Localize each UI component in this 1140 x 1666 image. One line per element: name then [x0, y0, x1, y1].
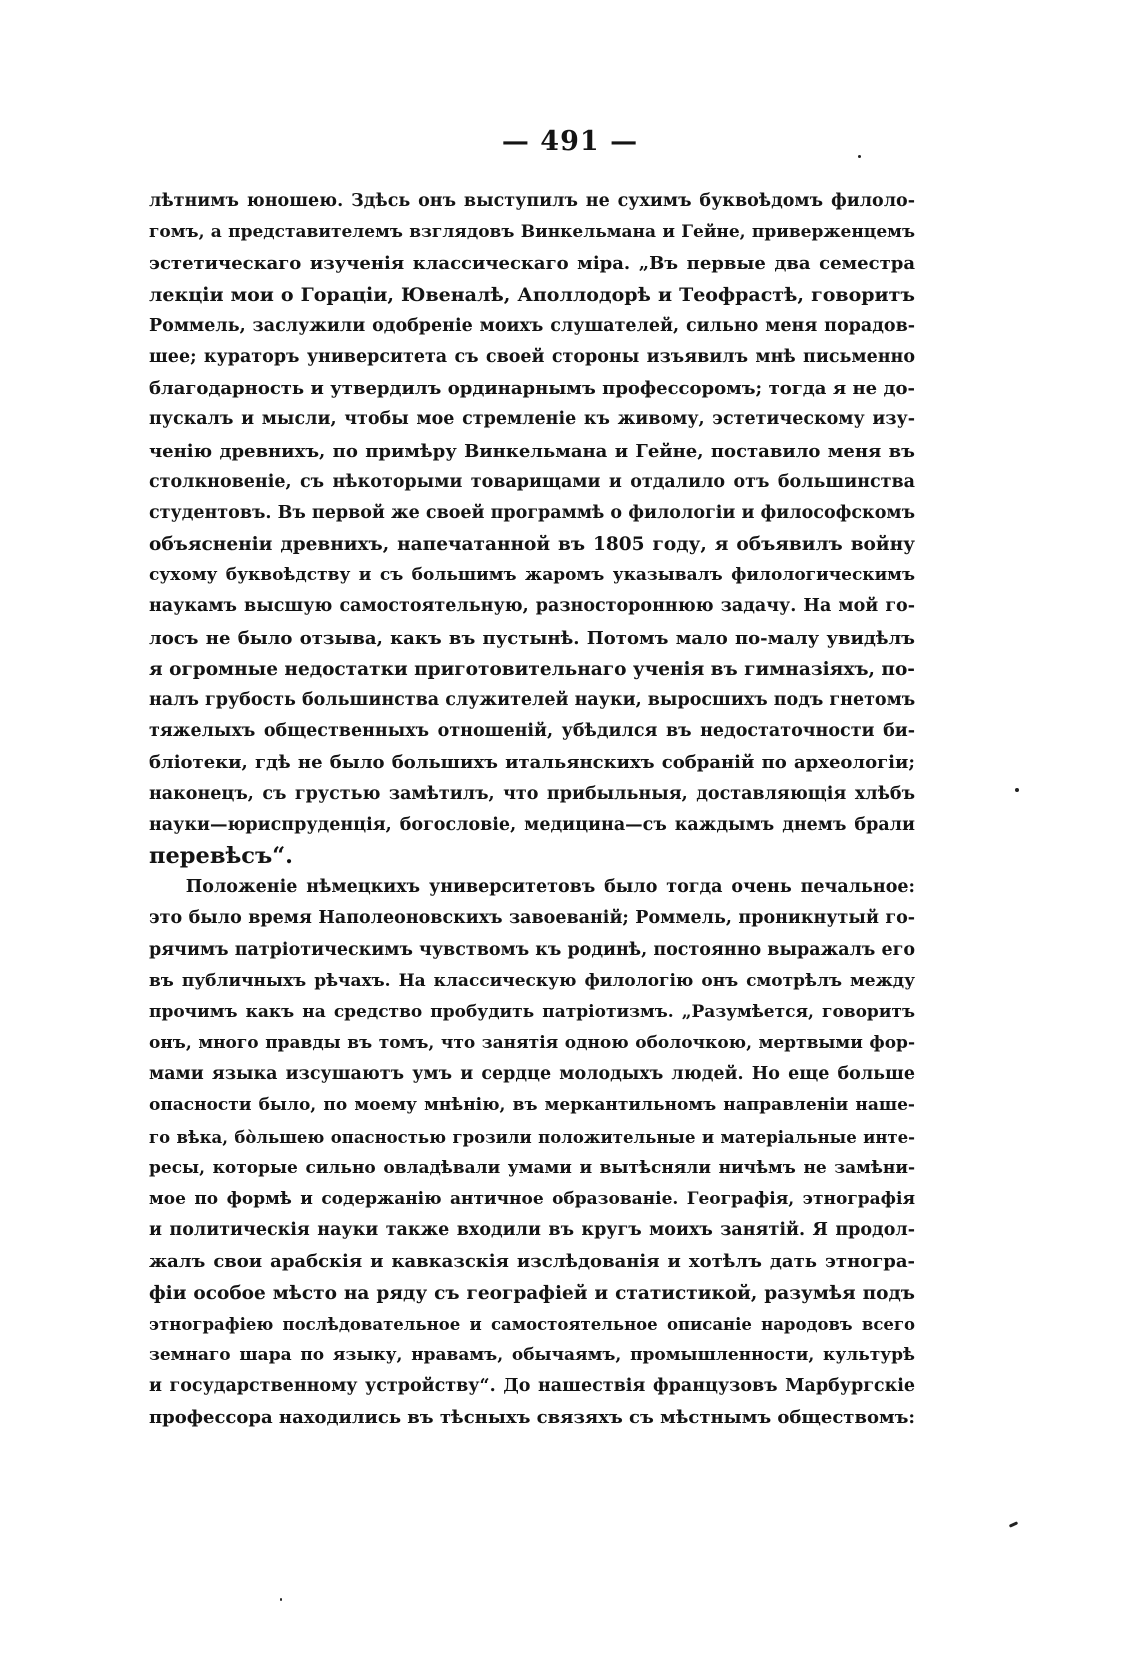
- text-line: студентовъ. Въ первой же своей программѣ о филологіи и философскомъ: [149, 502, 915, 523]
- scan-speck: [858, 155, 861, 158]
- text-line: столкновеніе, съ нѣкоторыми товарищами и отдалило отъ большинства: [149, 471, 915, 492]
- text-line: и политическія науки также входили въ кругъ моихъ занятій. Я продол-: [149, 1220, 915, 1241]
- text-line: шее; кураторъ университета съ своей стороны изъявилъ мнѣ письменно: [149, 346, 915, 367]
- text-line: я огромные недостатки приготовительнаго ученія въ гимназіяхъ, по-: [149, 658, 915, 680]
- text-line: рячимъ патріотическимъ чувствомъ къ родинѣ, постоянно выражалъ его: [149, 939, 915, 960]
- text-line: это было время Наполеоновскихъ завоеваній; Роммель, проникнутый го-: [149, 908, 915, 929]
- text-line: профессора находились въ тѣсныхъ связяхъ съ мѣстнымъ обществомъ:: [149, 1407, 915, 1429]
- text-line: перевѣсъ“.: [149, 842, 294, 869]
- text-line: и государственному устройству“. До нашествія французовъ Марбургскіе: [149, 1376, 915, 1397]
- text-line: тяжелыхъ общественныхъ отношеній, убѣдился въ недостаточности би-: [149, 721, 915, 742]
- text-line: эстетическаго изученія классическаго міра. „Въ первые два семестра: [149, 253, 915, 275]
- text-line: лекціи мои о Гораціи, Ювеналѣ, Аполлодорѣ и Теофрастѣ, говоритъ: [149, 283, 915, 306]
- scan-speck: [280, 1598, 282, 1601]
- text-line: земнаго шара по языку, нравамъ, обычаямъ, промышленности, культурѣ: [149, 1344, 915, 1365]
- text-line: опасности было, по моему мнѣнію, въ меркантильномъ направленіи нашe-: [149, 1095, 915, 1116]
- text-line: мое по формѣ и содержанію античное образованіе. Географія, этнографія: [149, 1189, 915, 1209]
- text-line: наконецъ, съ грустью замѣтилъ, что прибыльныя, доставляющія хлѣбъ: [149, 783, 915, 804]
- text-line: бліотеки, гдѣ не было большихъ итальянскихъ собраній по археологіи;: [149, 752, 915, 774]
- text-line: науки—юриспруденція, богословіе, медицина—съ каждымъ днемъ брали: [149, 814, 915, 835]
- scan-speck: [1009, 1521, 1018, 1528]
- text-line: объясненіи древнихъ, напечатанной въ 1805 году, я объявилъ войну: [149, 534, 915, 556]
- page-number: — 491 —: [501, 126, 639, 157]
- text-line: благодарность и утвердилъ ординарнымъ профессоромъ; тогда я не до-: [149, 378, 915, 400]
- text-line: наукамъ высшую самостоятельную, разностороннюю задачу. На мой го-: [149, 596, 915, 617]
- text-line: ресы, которые сильно овладѣвали умами и вытѣсняли ничѣмъ не замѣни-: [149, 1157, 915, 1178]
- text-line: мами языка изсушаютъ умъ и сердце молодыхъ людей. Но еще больше: [149, 1064, 915, 1085]
- text-line: го вѣка, бо̀льшею опасностью грозили положительные и матеріальные инте-: [149, 1127, 915, 1147]
- text-line: этнографіею послѣдовательное и самостоятельное описаніе народовъ всего: [149, 1314, 915, 1334]
- text-line: жалъ свои арабскія и кавказскія изслѣдованія и хотѣлъ дать этногра-: [149, 1251, 915, 1273]
- text-line: онъ, много правды въ томъ, что занятія одною оболочкою, мертвыми фор-: [149, 1033, 915, 1054]
- text-line: гомъ, а представителемъ взглядовъ Винкельмана и Гейне, приверженцемъ: [149, 222, 915, 243]
- text-line: сухому буквоѣдству и съ большимъ жаромъ указывалъ филологическимъ: [149, 565, 915, 586]
- text-line: пускалъ и мысли, чтобы мое стремленіе къ живому, эстетическому изу-: [149, 409, 915, 430]
- text-line: лосъ не было отзыва, какъ въ пустынѣ. Потомъ мало по-малу увидѣлъ: [149, 627, 915, 649]
- paragraph-start-line: Положеніе нѣмецкихъ университетовъ было тогда очень печальное:: [185, 877, 915, 898]
- body-text: [149, 186, 915, 1434]
- text-line: лѣтнимъ юношею. Здѣсь онъ выступилъ не сухимъ буквоѣдомъ филоло-: [149, 191, 915, 211]
- text-line: фіи особое мѣсто на ряду съ географіей и статистикой, разумѣя подъ: [149, 1282, 915, 1304]
- scan-speck: [1015, 788, 1019, 792]
- text-line: въ публичныхъ рѣчахъ. На классическую филологію онъ смотрѣлъ между: [149, 970, 915, 991]
- text-line: налъ грубость большинства служителей науки, выросшихъ подъ гнетомъ: [149, 690, 915, 710]
- text-line: прочимъ какъ на средство пробудить патріотизмъ. „Разумѣется, говоритъ: [149, 1001, 915, 1022]
- text-line: Роммель, заслужили одобреніе моихъ слушателей, сильно меня порадов-: [149, 315, 915, 336]
- text-line: ченію древнихъ, по примѣру Винкельмана и Гейне, поставило меня въ: [149, 440, 915, 462]
